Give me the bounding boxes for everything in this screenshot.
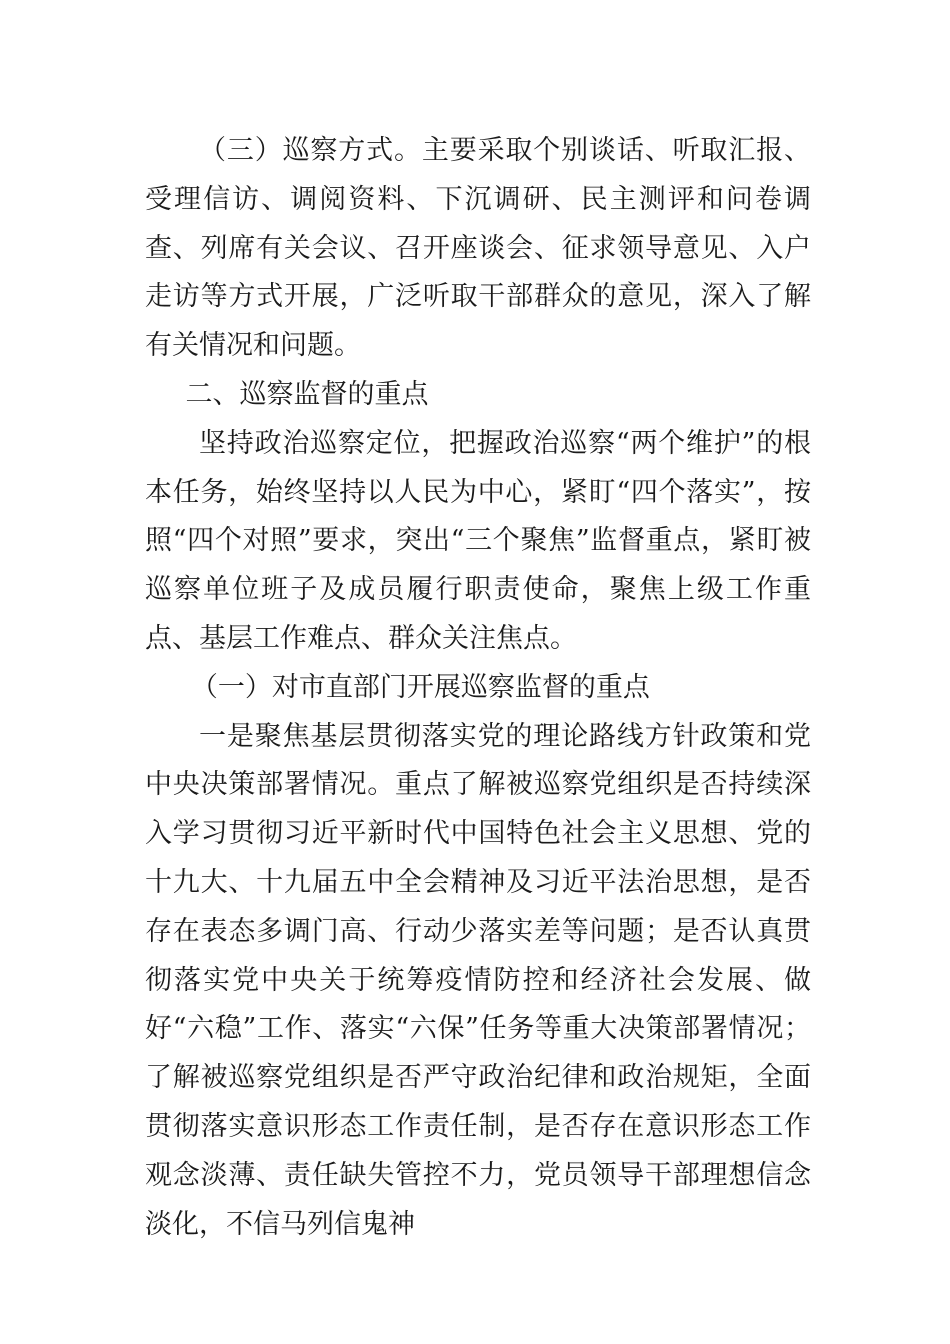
paragraph-policy-implementation: 一是聚焦基层贯彻落实党的理论路线方针政策和党中央决策部署情况。重点了解被巡察党组织是否持续深入学习贯彻习近平新时代中国特色社会主义思想、党的十九大、十九届五中全会精神及习近平法治思想，是否存在表态多调门高、行动少落实差等问题；是否认真贯彻落实党中央关于统筹疫情防控和经济社会发展、做好“六稳”工作、落实“六保”任务等重大决策部署情况；了解被巡察党组织是否严守政治纪律和政治规矩，全面贯彻落实意识形态工作责任制，是否存在意识形态工作观念淡薄、责任缺失管控不力，党员领导干部理想信念淡化，不信马列信鬼神: [145, 720, 811, 1240]
paragraph-inspection-methods: （三）巡察方式。主要采取个别谈话、听取汇报、受理信访、调阅资料、下沉调研、民主测评和问卷调查、列席有关会议、召开座谈会、征求领导意见、入户走访等方式开展，广泛听取干部群众的意见，深入了解有关情况和问题。: [145, 135, 811, 362]
document-body: [145, 127, 811, 1249]
section-heading-inspection-focus: 二、巡察监督的重点: [185, 378, 429, 410]
paragraph-political-inspection: 坚持政治巡察定位，把握政治巡察“两个维护”的根本任务，始终坚持以人民为中心，紧盯“四个落实”，按照“四个对照”要求，突出“三个聚焦”监督重点，紧盯被巡察单位班子及成员履行职责使命，聚焦上级工作重点、基层工作难点、群众关注焦点。: [145, 427, 811, 654]
subsection-heading-municipal-departments: （一）对市直部门开展巡察监督的重点: [190, 671, 650, 703]
